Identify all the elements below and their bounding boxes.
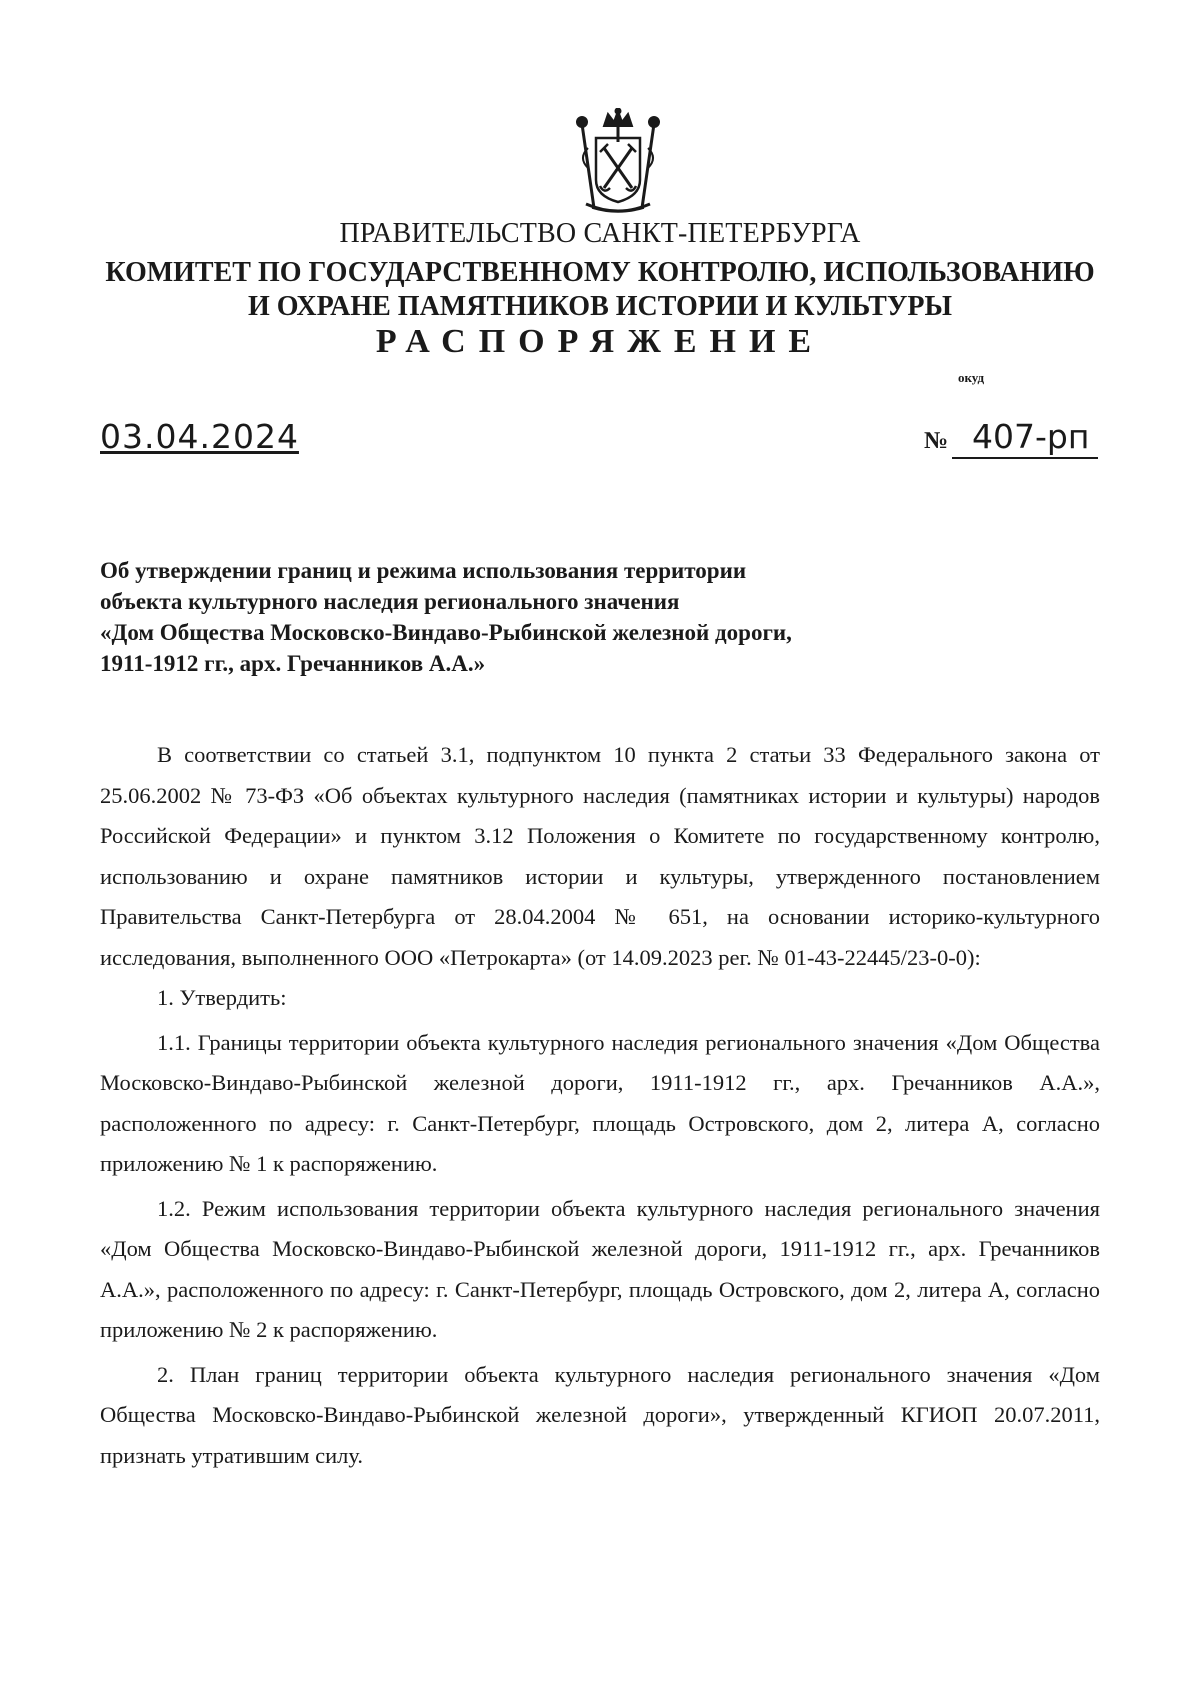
handwritten-order-number: 407-рп [952,417,1098,459]
document-title [100,555,792,679]
title-line: Об утверждении границ и режима использования территории [100,558,747,583]
handwritten-date: 03.04.2024 [100,417,299,456]
body-paragraph: 1.1. Границы территории объекта культурного наследия регионального значения «Дом Общества Московско-Виндаво-Рыбинской железной дороги, 1911-1912 гг., арх. Гречанников А.А.», расположенного по адресу: г. Санкт-Петербург, площадь Островского, дом 2, литера А, согласно приложению № 1 к распоряжению. [100,1029,1100,1176]
body-paragraph: В соответствии со статьей 3.1, подпунктом 10 пункта 2 статьи 33 Федерального закона от 25.06.2002 № 73-ФЗ «Об объектах культурного наследия (памятниках истории и культуры) народов Российской Федерации» и пунктом 3.12 Положения о Комитете по государственному контролю, использованию и охране памятников истории и культуры, утвержденного постановлением Правительства Санкт-Петербурга от 28.04.2004 № 651, на основании историко-культурного исследования, выполненного ООО «Петрокарта» (от 14.09.2023 рег. № 01-43-22445/23-0-0): [100,742,1100,970]
title-line: «Дом Общества Московско-Виндаво-Рыбинской железной дороги, [100,620,792,645]
spb-coat-of-arms-icon [572,108,664,216]
number-sign: № [924,428,949,454]
committee-heading [0,256,1200,324]
okud-label: окуд [958,370,985,385]
title-line: объекта культурного наследия регионального значения [100,589,680,614]
government-heading: ПРАВИТЕЛЬСТВО САНКТ-ПЕТЕРБУРГА [339,218,861,249]
title-line: 1911-1912 гг., арх. Гречанников А.А.» [100,651,486,676]
document-body [100,735,1100,1476]
body-paragraph: 2. План границ территории объекта культурного наследия регионального значения «Дом Общества Московско-Виндаво-Рыбинской железной дороги», утвержденный КГИОП 20.07.2011, признать утратившим силу. [100,1361,1100,1468]
body-paragraph: 1. Утвердить: [157,985,287,1010]
committee-heading-line: КОМИТЕТ ПО ГОСУДАРСТВЕННОМУ КОНТРОЛЮ, ИСПОЛЬЗОВАНИЮ [105,257,1095,288]
body-paragraph: 1.2. Режим использования территории объекта культурного наследия регионального значения «Дом Общества Московско-Виндаво-Рыбинской железной дороги, 1911-1912 гг., арх. Гречанников А.А.», расположенного по адресу: г. Санкт-Петербург, площадь Островского, дом 2, литера А, согласно приложению № 2 к распоряжению. [100,1195,1100,1342]
committee-heading-line: И ОХРАНЕ ПАМЯТНИКОВ ИСТОРИИ И КУЛЬТУРЫ [248,291,952,322]
document-type-heading: РАСПОРЯЖЕНИЕ [375,323,825,360]
